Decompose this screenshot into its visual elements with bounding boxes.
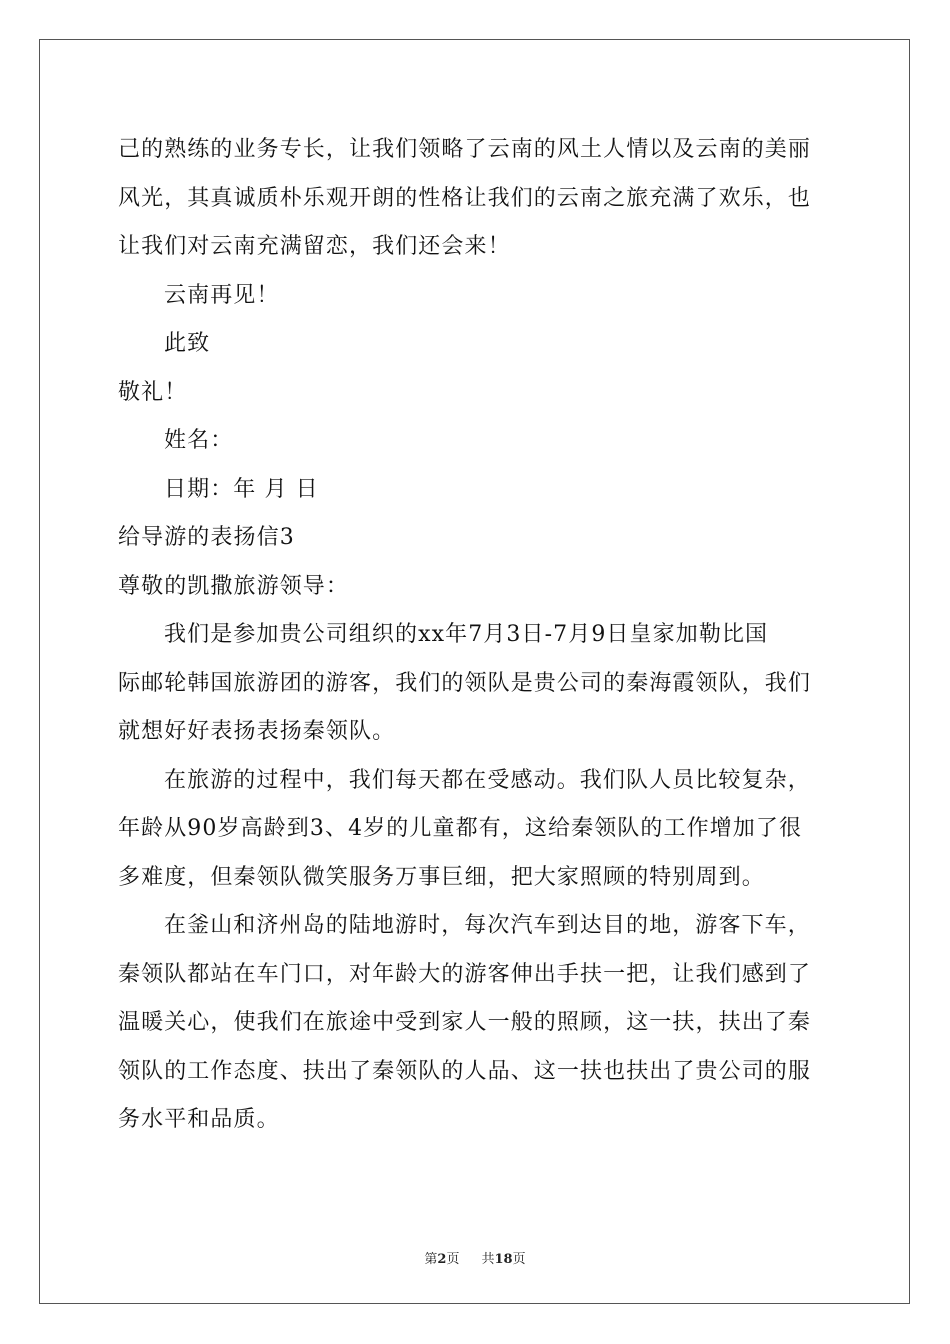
total-pages: 18 — [494, 1252, 513, 1267]
text-line: 秦领队都站在车门口，对年龄大的游客伸出手扶一把，让我们感到了 — [118, 961, 812, 987]
text-line: 领队的工作态度、扶出了秦领队的人品、这一扶也扶出了贵公司的服 — [118, 1058, 812, 1084]
text-line: 温暖关心，使我们在旅途中受到家人一般的照顾，这一扶，扶出了秦 — [118, 1010, 812, 1035]
letter-greeting: 尊敬的凯撒旅游领导： — [118, 573, 350, 599]
page-number: 2 — [437, 1252, 447, 1267]
text-line: 多难度，但秦领队微笑服务万事巨细，把大家照顾的特别周到。 — [118, 864, 765, 890]
text-line: 我们是参加贵公司组织的xx年7月3日-7月9日皇家加勒比国 — [164, 622, 769, 647]
text-line: 务水平和品质。 — [118, 1107, 280, 1132]
total-suffix: 页 — [512, 1252, 526, 1267]
section-title: 给导游的表扬信3 — [118, 525, 295, 550]
text-line: 就想好好表扬表扬秦领队。 — [118, 719, 396, 744]
salutation-regards: 敬礼！ — [118, 379, 188, 405]
salutation-closing: 此致 — [164, 331, 211, 356]
page-prefix: 第 — [424, 1252, 438, 1267]
text-line: 己的熟练的业务专长，让我们领略了云南的风土人情以及云南的美丽 — [118, 137, 812, 162]
letter-body — [118, 126, 834, 1145]
page-suffix: 页 — [446, 1252, 460, 1267]
total-prefix: 共 — [481, 1252, 495, 1267]
text-line: 风光，其真诚质朴乐观开朗的性格让我们的云南之旅充满了欢乐，也 — [118, 185, 812, 211]
text-line: 让我们对云南充满留恋，我们还会来！ — [118, 234, 511, 259]
signature-name: 姓名： — [164, 428, 234, 453]
text-line: 在旅游的过程中，我们每天都在受感动。我们队人员比较复杂， — [164, 767, 811, 793]
text-line: 年龄从90岁高龄到3、4岁的儿童都有，这给秦领队的工作增加了很 — [118, 816, 803, 841]
signature-date: 日期：年 月 日 — [164, 476, 319, 502]
page-footer — [0, 1248, 950, 1267]
closing-line: 云南再见！ — [164, 282, 280, 308]
text-line: 际邮轮韩国旅游团的游客，我们的领队是贵公司的秦海霞领队，我们 — [118, 670, 812, 696]
text-line: 在釜山和济州岛的陆地游时，每次汽车到达目的地，游客下车， — [164, 913, 811, 938]
